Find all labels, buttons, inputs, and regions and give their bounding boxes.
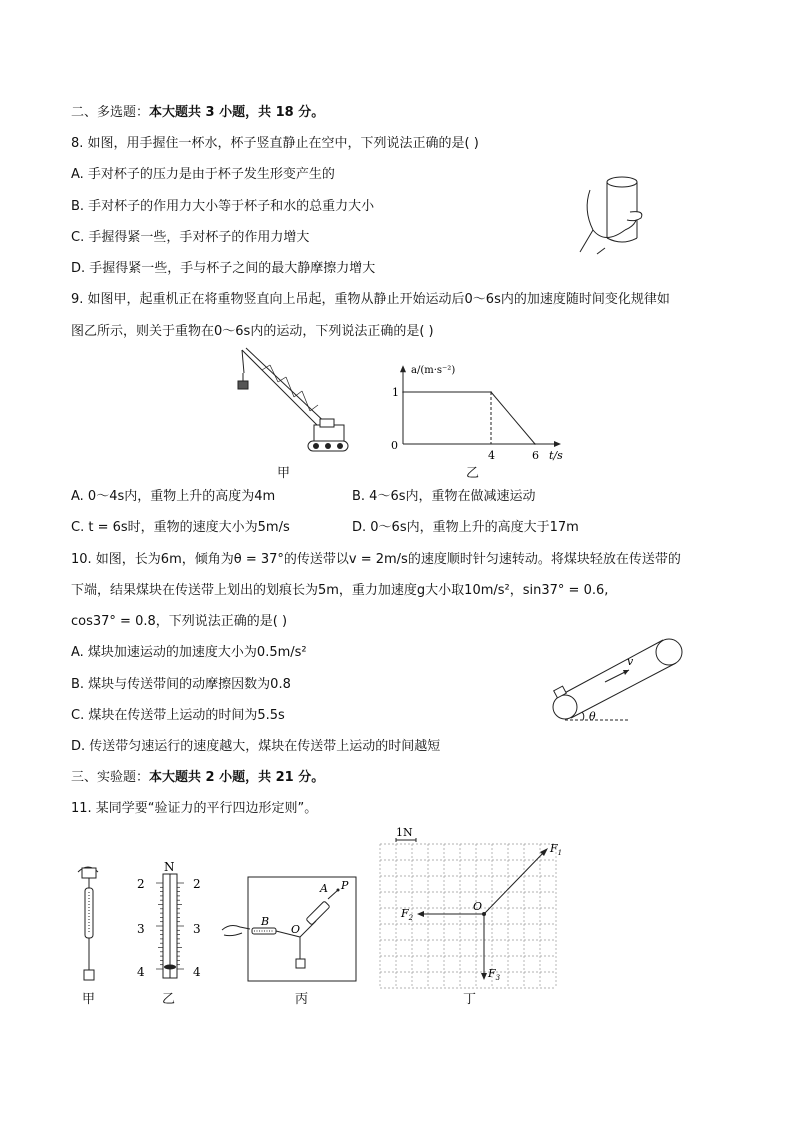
section-3-prefix: 三、实验题：	[71, 770, 150, 785]
theta-label: θ	[589, 710, 596, 723]
q10-option-d: D. 传送带匀速运行的速度越大，煤块在传送带上运动的时间越短	[71, 739, 441, 754]
q8-option-b: B. 手对杯子的作用力大小等于杯子和水的总重力大小	[71, 199, 375, 214]
q9-stem-line2: 图乙所示，则关于重物在0～6s内的运动，下列说法正确的是( )	[71, 324, 434, 339]
q10-line3: cos37° = 0.8，下列说法正确的是( )	[71, 614, 288, 629]
q9-option-a: A. 0～4s内，重物上升的高度为4m	[71, 489, 276, 504]
section-2-rest: 本大题共 3 小题，共 18 分。	[149, 105, 325, 120]
data-point-1	[490, 391, 492, 393]
point-a: A	[320, 882, 328, 895]
q8-option-a: A. 手对杯子的压力是由于杯子发生形变产生的	[71, 167, 335, 182]
velocity-label: v	[627, 655, 634, 668]
force-f2-label: $F_2$	[401, 907, 414, 922]
data-point-2	[534, 443, 536, 445]
section-3-rest: 本大题共 2 小题，共 21 分。	[149, 770, 325, 785]
y-axis-label: a/(m·s⁻²)	[411, 365, 456, 377]
fig-bing-label-q11: 丙	[295, 992, 309, 1007]
force-f1-label: $F_1$	[550, 842, 563, 857]
fig-yi-label-q11: 乙	[162, 992, 176, 1007]
experiment-board-figure	[220, 875, 360, 985]
crane-figure	[232, 345, 357, 460]
section-2-prefix: 二、多选题：	[71, 105, 150, 120]
series-segment-4-6	[491, 392, 535, 444]
x-axis-arrow	[554, 441, 561, 447]
grid-unit-label: 1N	[396, 826, 413, 839]
y-axis-arrow	[400, 365, 406, 372]
section-3-header	[71, 769, 324, 787]
q8-stem: 8. 如图，用手握住一杯水，杯子竖直静止在空中，下列说法正确的是( )	[71, 136, 479, 151]
q11-stem: 11. 某同学要“验证力的平行四边形定则”。	[71, 801, 318, 816]
force-f3-label: $F_3$	[488, 967, 501, 982]
acceleration-time-chart	[385, 352, 563, 462]
q8-option-d: D. 手握得紧一些，手与杯子之间的最大静摩擦力增大	[71, 261, 376, 276]
data-point-0	[402, 391, 404, 393]
point-p: P	[341, 879, 349, 892]
q8-option-c: C. 手握得紧一些，手对杯子的作用力增大	[71, 230, 310, 245]
q10-option-c: C. 煤块在传送带上运动的时间为5.5s	[71, 708, 285, 723]
scale-tick-2-left: 2	[137, 877, 145, 891]
point-o-bing: O	[291, 923, 301, 936]
x-axis-label: t/s	[549, 449, 563, 462]
section-2-header	[71, 104, 324, 122]
scale-tick-3-left: 3	[137, 922, 145, 936]
scale-unit: N	[164, 860, 175, 874]
fig-jia-label-q9: 甲	[277, 466, 291, 481]
scale-tick-3-right: 3	[193, 922, 201, 936]
scale-tick-4-right: 4	[193, 965, 201, 979]
fig-ding-label-q11: 丁	[463, 992, 477, 1007]
fig-jia-label-q11: 甲	[82, 992, 96, 1007]
q10-option-a: A. 煤块加速运动的加速度大小为0.5m/s²	[71, 645, 307, 660]
q9-option-c: C. t = 6s时，重物的速度大小为5m/s	[71, 520, 290, 535]
q10-option-b: B. 煤块与传送带间的动摩擦因数为0.8	[71, 677, 291, 692]
spring-scale-reading-figure	[133, 858, 208, 983]
x-tick-6: 6	[532, 449, 539, 462]
q10-line1: 10. 如图，长为6m，倾角为θ = 37°的传送带以v = 2m/s的速度顺时针匀速转动。将煤块轻放在传送带的	[71, 552, 681, 567]
hand-cup-figure	[575, 170, 655, 255]
q9-stem-line1: 9. 如图甲，起重机正在将重物竖直向上吊起，重物从静止开始运动后0～6s内的加速度随时间变化规律如	[71, 292, 670, 307]
scale-tick-4-left: 4	[137, 965, 145, 979]
q9-option-b: B. 4～6s内，重物在做减速运动	[352, 489, 536, 504]
scale-tick-2-right: 2	[193, 877, 201, 891]
conveyor-belt-figure	[545, 632, 690, 732]
origin-label: 0	[391, 439, 398, 452]
y-tick-1: 1	[392, 386, 399, 399]
point-o-ding: O	[473, 900, 483, 913]
q9-option-d: D. 0～6s内，重物上升的高度大于17m	[352, 520, 579, 535]
q10-line2: 下端，结果煤块在传送带上划出的划痕长为5m，重力加速度g大小取10m/s²，sin37° = 0.6,	[71, 583, 609, 598]
x-tick-4: 4	[488, 449, 495, 462]
fig-yi-label-q9: 乙	[466, 466, 480, 481]
point-b: B	[261, 915, 270, 928]
spring-scale-hanging-figure	[68, 860, 113, 985]
force-grid-figure	[372, 822, 572, 987]
